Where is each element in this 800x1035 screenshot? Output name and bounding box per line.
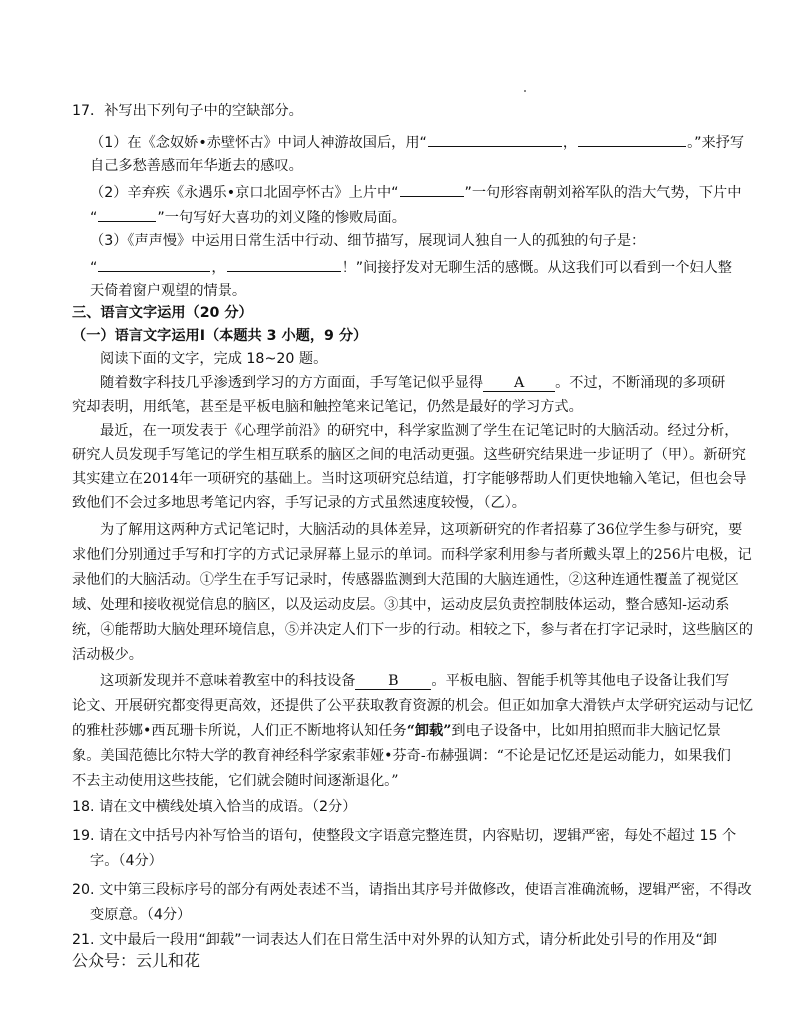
q17-part2-quote: “ [90,210,98,226]
passage-p3-line3: 录他们的大脑活动。①学生在手写记录时，传感器监测到大范围的大脑连通性，②这种连通性覆盖了视觉区 [72,572,739,588]
q17-part2-mid: ”一句形容南朝刘裕军队的浩大气势，下片中 [464,185,742,201]
question-20-line1: 20. 文中第三段标序号的部分有两处表述不当，请指出其序号并做修改，使语言准确流畅，逻辑严密，不得改 [72,882,752,898]
passage-p4-line3 [72,721,721,741]
answer-blank [578,131,686,147]
subsection-title: （一）语言文字运用Ⅰ（本题共 3 小题，9 分） [72,328,368,344]
blank-b: B [355,671,431,690]
passage-p1-line2: 究却表明，用纸笔，甚至是平板电脑和触控笔来记笔记，仍然是最好的学习方式。 [72,399,583,415]
passage-p4-line4: 象。美国范德比尔特大学的教育神经科学家索菲娅•芬奇-布赫强调：“不论是记忆还是运动能力，如果我们 [72,748,731,764]
passage-p3-line6: 活动极少。 [72,647,143,663]
q17-part1-text: （1）在《念奴娇•赤壁怀古》中词人神游故国后，用“ [90,135,427,151]
passage-p3-line1: 为了解用这两种方式记笔记时，大脑活动的具体差异，这项新研究的作者招募了36位学生参与研究，要 [100,522,743,538]
passage-p2-line2: 研究人员发现手写笔记的学生相互联系的脑区之间的电活动更强。这些研究结果进一步证明了（甲）。新研究 [72,447,746,463]
q17-part1-end: 。”来抒写 [687,135,745,151]
answer-blank [400,181,464,197]
answer-blank [227,256,341,272]
passage-text: 这项新发现并不意味着教室中的科技设备 [100,673,356,689]
q17-part1-line2: 自己多愁善感而年华逝去的感叹。 [90,158,303,174]
section-title: 三、语言文字运用（20 分） [72,305,253,321]
question-18: 18. 请在文中横线处填入恰当的成语。（2分） [72,799,357,815]
passage-p2-line1: 最近，在一项发表于《心理学前沿》的研究中，科学家监测了学生在记笔记时的大脑活动。经过分析， [100,423,739,439]
q17-part2-line1 [90,181,741,203]
passage-p1-line1 [100,373,725,393]
answer-blank [98,206,156,222]
passage-p4-line1 [100,671,729,691]
q17-part3-line3: 天倚着窗户观望的情景。 [90,283,247,299]
passage-text: 。平板电脑、智能手机等其他电子设备让我们写 [431,673,730,689]
passage-p3-line2: 求他们分别通过手写和打字的方式记录屏幕上显示的单词。而科学家利用参与者所戴头罩上的256片电极，记 [72,547,752,563]
passage-text: 到电子设备中，比如用拍照而非大脑记忆景 [451,723,721,739]
passage-p2-line4: 致他们不会过多地思考笔记内容，手写记录的方式虽然速度较慢，（乙）。 [72,495,526,511]
q17-part3-line1: （3）《声声慢》中运用日常生活中行动、细节描写，展现词人独自一人的孤独的句子是： [90,233,646,249]
q17-part2-line2 [90,206,406,228]
q17-part1-line1 [90,131,744,153]
q17-part3-line2 [90,256,732,278]
passage-p4-line5: 不去主动使用这些技能，它们就会随时间逐渐退化。” [72,773,399,789]
passage-p3-line5: 统，④能帮助大脑处理环境信息，⑤并决定人们下一步的行动。相较之下，参与者在打字记录时，这些脑区的 [72,622,754,638]
footer-watermark: 公众号：云儿和花 [72,951,201,970]
question-19-line2: 字。（4分） [90,853,163,869]
answer-blank [98,256,210,272]
speck-mark [524,90,526,92]
passage-text: 。不过，不断涌现的多项研 [555,375,726,391]
passage-p4-line2: 论文、开展研究都变得更高效，还提供了公平获取教育资源的机会。但正如加拿大滑铁卢太学研究运动与记忆 [72,698,754,714]
passage-text: 的雅杜莎娜•西瓦珊卡所说，人们正不断地将认知任务 [72,723,407,739]
q17-part2-text: （2）辛弃疾《永遇乐•京口北固亭怀古》上片中“ [90,185,399,201]
q17-part1-comma: ， [562,135,578,151]
answer-blank [428,131,562,147]
q17-part2-end: ”一句写好大喜功的刘义隆的惨败局面。 [157,210,406,226]
question-21: 21. 文中最后一段用“卸载”一词表达人们在日常生活中对外界的认知方式，请分析此处引号的作用及“卸 [72,932,718,948]
passage-p2-line3: 其实建立在2014年一项研究的基础上。当时这项研究总结道，打字能够帮助人们更快地输入笔记，但也会导 [72,471,747,487]
reading-instruction: 阅读下面的文字，完成 18~20 题。 [100,351,328,367]
passage-text: 随着数字科技几乎渗透到学习的方方面面，手写笔记似乎显得 [100,375,484,391]
passage-p3-line4: 域、处理和接收视觉信息的脑区，以及运动皮层。③其中，运动皮层负责控制肢体运动，整合感知-运动系 [72,597,730,613]
question-19-line1: 19. 请在文中括号内补写恰当的语句，使整段文字语意完整连贯，内容贴切，逻辑严密，每处不超过 15 个 [72,828,737,844]
blank-a: A [483,373,555,392]
q17-part3-comma: ， [211,260,226,276]
q17-part3-end: ！”间接抒发对无聊生活的感慨。从这我们可以看到一个妇人整 [341,260,732,276]
q17-part3-quote: “ [90,260,98,276]
question-20-line2: 变原意。（4分） [90,907,192,923]
q17-title: 17．补写出下列句子中的空缺部分。 [72,103,303,119]
emphasized-term: “卸载” [406,723,452,739]
